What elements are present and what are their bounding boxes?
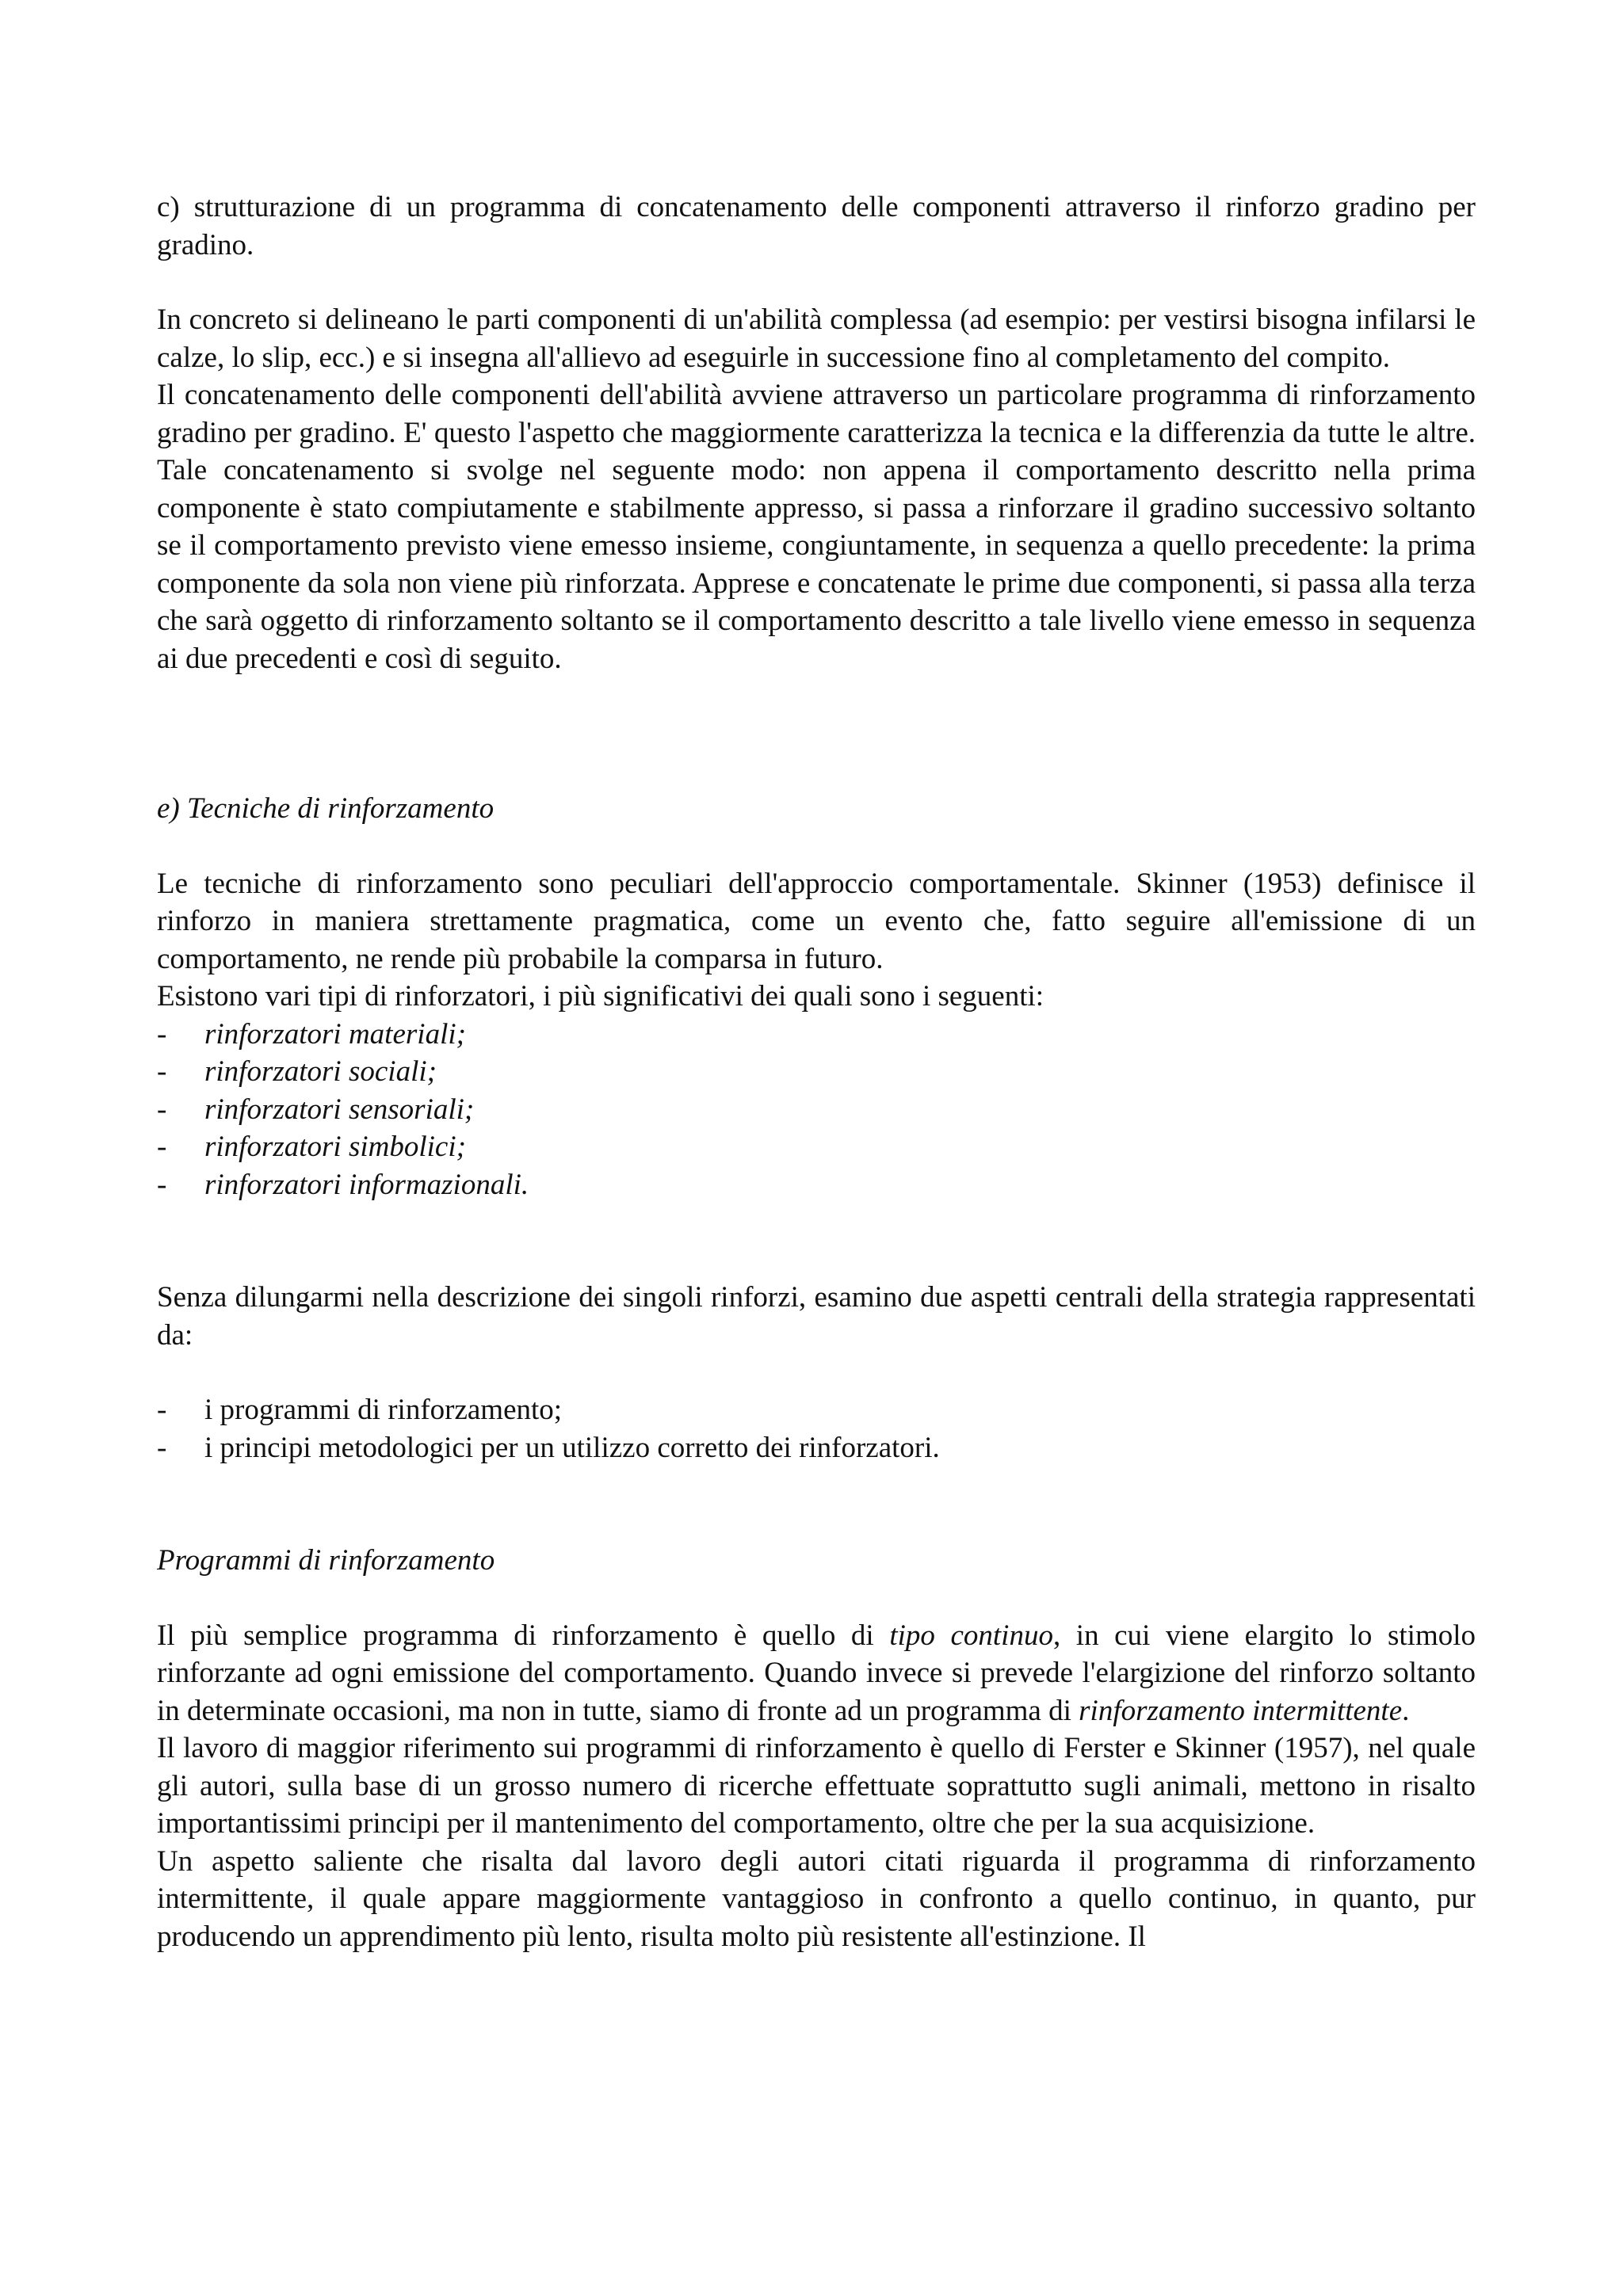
list-item-text: rinforzatori informazionali. bbox=[204, 1168, 529, 1201]
paragraph-tecniche: Le tecniche di rinforzamento sono peculiari dell'approccio comportamentale. Skinner (1953) definisce il rinforzo in maniera strettamente pragmatica, come un evento che, fatto seguire all'emissione di un comportamento, ne rende più probabile la comparsa in futuro. bbox=[157, 867, 1476, 975]
dash-bullet: - bbox=[157, 1093, 167, 1126]
document-page bbox=[157, 189, 1476, 1955]
italic-term-rinforzamento-intermittente: rinforzamento intermittente bbox=[1079, 1694, 1403, 1727]
dash-bullet: - bbox=[157, 1431, 167, 1464]
paragraph-concatenamento: Il concatenamento delle componenti dell'abilità avviene attraverso un particolare programma di rinforzamento gradino per gradino. E' questo l'aspetto che maggiormente caratterizza la tecnica e la differenzia da tutte le altre. Tale concatenamento si svolge nel seguente modo: non appena il comportamento descritto nella prima componente è stato compiutamente e stabilmente appresso, si passa a rinforzare il gradino successivo soltanto se il comportamento previsto viene emesso insieme, congiuntamente, in sequenza a quello precedente: la prima componente da sola non viene più rinforzata. Apprese e concatenate le prime due componenti, si passa alla terza che sarà oggetto di rinforzamento soltanto se il comportamento descritto a tale livello viene emesso in sequenza ai due precedenti e così di seguito. bbox=[157, 379, 1476, 675]
list-item bbox=[157, 1166, 1476, 1204]
rinforzatori-list bbox=[157, 1016, 1476, 1204]
dash-bullet: - bbox=[157, 1394, 167, 1426]
paragraph-lavoro: Il lavoro di maggior riferimento sui programmi di rinforzamento è quello di Ferster e Skinner (1957), nel quale gli autori, sulla base di un grosso numero di ricerche effettuate soprattutto sugli animali, mettono in risalto importantissimi principi per il mantenimento del comportamento, oltre che per la sua acquisizione. bbox=[157, 1732, 1476, 1840]
dash-bullet: - bbox=[157, 1017, 167, 1051]
dash-bullet: - bbox=[157, 1055, 167, 1088]
paragraph-semplice bbox=[157, 1617, 1476, 1730]
text-run: . bbox=[1402, 1694, 1410, 1727]
list-item bbox=[157, 1429, 1476, 1467]
list-item-text: rinforzatori sensoriali; bbox=[204, 1093, 475, 1126]
list-item-text: i principi metodologici per un utilizzo corretto dei rinforzatori. bbox=[204, 1431, 940, 1464]
list-item bbox=[157, 1391, 1476, 1429]
list-item-text: rinforzatori materiali; bbox=[204, 1017, 466, 1051]
list-item bbox=[157, 1053, 1476, 1091]
text-run: , in cui viene elargito lo stimolo rinforzante ad ogni emissione del comportamento. Quando invece si prevede l'elargizione del rinforzo soltanto in determinate occasioni, ma non in tutte, siamo di fronte ad un programma di bbox=[157, 1619, 1476, 1727]
dash-bullet: - bbox=[157, 1168, 167, 1201]
dash-bullet: - bbox=[157, 1131, 167, 1163]
italic-term-tipo-continuo: tipo continuo bbox=[889, 1619, 1053, 1652]
heading-programmi-rinforzamento: Programmi di rinforzamento bbox=[157, 1544, 495, 1577]
list-item bbox=[157, 1128, 1476, 1166]
aspetti-list bbox=[157, 1391, 1476, 1466]
list-item-text: rinforzatori simbolici; bbox=[204, 1131, 466, 1163]
text-run: Il più semplice programma di rinforzamento è quello di bbox=[157, 1619, 890, 1652]
paragraph-senza: Senza dilungarmi nella descrizione dei singoli rinforzi, esamino due aspetti centrali della strategia rappresentati da: bbox=[157, 1281, 1476, 1352]
list-item-text: i programmi di rinforzamento; bbox=[204, 1394, 563, 1426]
heading-tecniche-rinforzamento: e) Tecniche di rinforzamento bbox=[157, 792, 495, 825]
list-item bbox=[157, 1016, 1476, 1054]
list-item-text: rinforzatori sociali; bbox=[204, 1055, 437, 1088]
paragraph-esistono: Esistono vari tipi di rinforzatori, i più significativi dei quali sono i seguenti: bbox=[157, 980, 1044, 1013]
list-item bbox=[157, 1091, 1476, 1129]
paragraph-aspetto: Un aspetto saliente che risalta dal lavoro degli autori citati riguarda il programma di rinforzamento intermittente, il quale appare maggiormente vantaggioso in confronto a quello continuo, in quanto, pur producendo un apprendimento più lento, risulta molto più resistente all'estinzione. Il bbox=[157, 1844, 1476, 1953]
paragraph-concreto: In concreto si delineano le parti componenti di un'abilità complessa (ad esempio: per vestirsi bisogna infilarsi le calze, lo slip, ecc.) e si insegna all'allievo ad eseguirle in successione fino al completamento del compito. bbox=[157, 303, 1476, 374]
paragraph-c: c) strutturazione di un programma di concatenamento delle componenti attraverso il rinforzo gradino per gradino. bbox=[157, 191, 1476, 261]
